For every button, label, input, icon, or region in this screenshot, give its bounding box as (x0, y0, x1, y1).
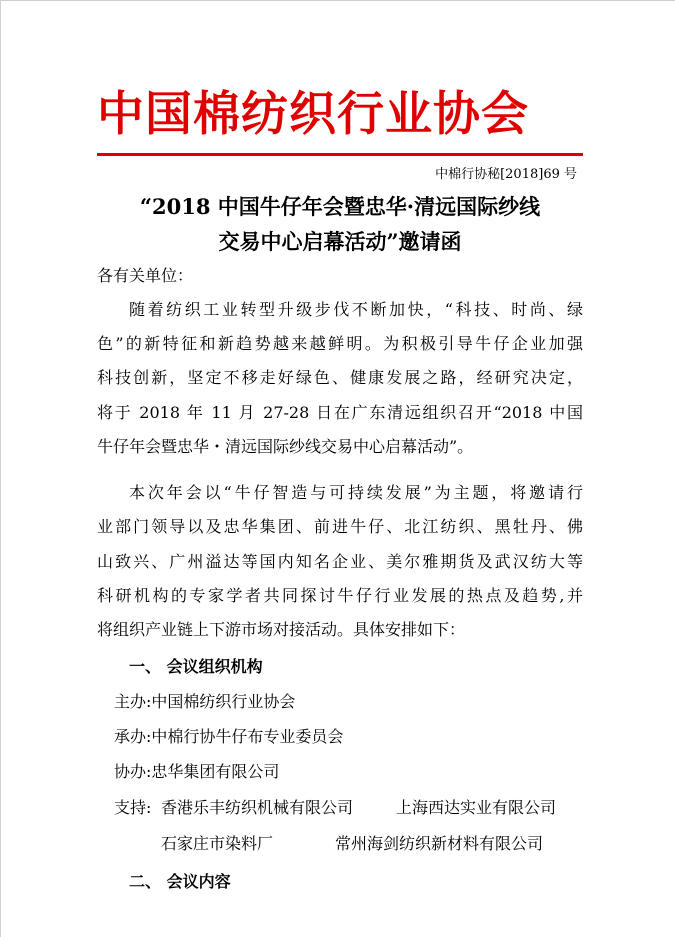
co-organizer-line: 协办:忠华集团有限公司 (114, 762, 280, 781)
paragraph-2-line: 科研机构的专家学者共同探讨牛仔行业发展的热点及趋势,并 (97, 586, 583, 605)
supporter-name: 常州海剑纺织新材料有限公司 (335, 834, 544, 853)
host-line: 主办:中国棉纺织行业协会 (114, 692, 296, 711)
paragraph-2-line: 业部门领导以及忠华集团、前进牛仔、北江纺织、黑牡丹、佛 (97, 517, 583, 536)
organization-header: 中国棉纺织行业协会 (97, 87, 529, 142)
supporter-name: 香港乐丰纺织机械有限公司 (161, 798, 354, 817)
paragraph-1-line: 色”的新特征和新趋势越来越鲜明。为积极引导牛仔企业加强 (97, 334, 583, 353)
document-title-line-1: “2018 中国牛仔年会暨忠华·清远国际纱线 (139, 194, 541, 219)
section-2-heading: 二、 会议内容 (129, 872, 231, 891)
supporter-name: 上海西达实业有限公司 (396, 798, 557, 817)
salutation: 各有关单位： (97, 266, 194, 285)
organizer-line: 承办:中棉行协牛仔布专业委员会 (114, 727, 344, 746)
red-divider-line (97, 153, 583, 156)
supporters-label: 支持: (114, 798, 152, 817)
paragraph-2-line: 本次年会以“牛仔智造与可持续发展”为主题，将邀请行 (129, 483, 583, 502)
supporter-name: 石家庄市染料厂 (161, 834, 274, 853)
paragraph-2-line: 将组织产业链上下游市场对接活动。具体安排如下： (97, 620, 466, 639)
paragraph-1-line: 将于 2018 年 11 月 27-28 日在广东清远组织召开“2018 中国 (97, 403, 583, 422)
paragraph-1-line: 随着纺织工业转型升级步伐不断加快，“科技、时尚、绿 (129, 300, 583, 319)
document-number: 中棉行协秘[2018]69 号 (435, 167, 577, 182)
paragraph-1-line: 科技创新，坚定不移走好绿色、健康发展之路，经研究决定， (97, 368, 583, 387)
document-title-line-2: 交易中心启幕活动”邀请函 (218, 229, 462, 254)
paragraph-1-line: 牛仔年会暨忠华・清远国际纱线交易中心启幕活动”。 (97, 437, 474, 456)
section-1-heading: 一、 会议组织机构 (129, 657, 263, 676)
paragraph-2-line: 山致兴、广州溢达等国内知名企业、美尔雅期货及武汉纺大等 (97, 552, 583, 571)
